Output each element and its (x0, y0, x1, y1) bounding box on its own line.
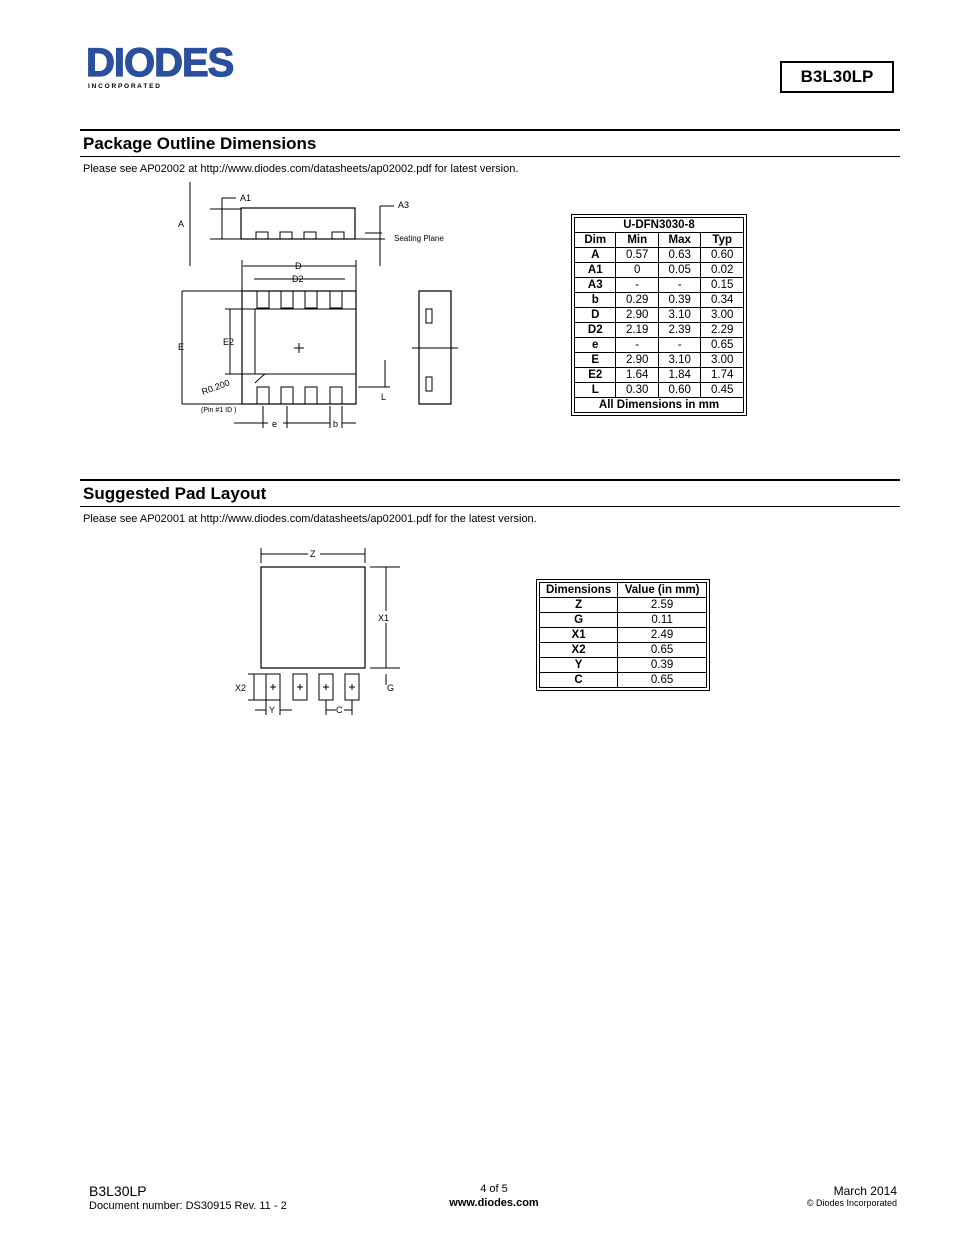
top-lead (305, 291, 317, 308)
side-lead (332, 232, 344, 239)
dim-value-cell: 2.39 (658, 323, 700, 338)
dim-value-cell: 0.63 (658, 248, 700, 263)
label-pitch-e: e (272, 419, 278, 429)
dim-value-cell: 2.19 (616, 323, 658, 338)
side-view-body (241, 208, 355, 239)
dim-name-cell: D (575, 308, 616, 323)
exposed-pad (255, 309, 356, 374)
label-a: A (178, 219, 185, 229)
pad-table-header: Dimensions (540, 583, 618, 598)
dim-value-cell: 3.00 (701, 353, 744, 368)
bottom-lead (330, 387, 342, 404)
dim-value-cell: 0.05 (658, 263, 700, 278)
dim-value-cell: - (616, 278, 658, 293)
dim-value-cell: 3.10 (658, 308, 700, 323)
table-row (540, 673, 707, 688)
dim-value-cell: 0 (616, 263, 658, 278)
dim-value-cell: 1.64 (616, 368, 658, 383)
label-e2: E2 (223, 337, 235, 347)
label-a1: A1 (240, 193, 252, 203)
dim-name-cell: D2 (575, 323, 616, 338)
dim-value-cell: 0.65 (618, 643, 707, 658)
pad-table-header: Value (in mm) (618, 583, 707, 598)
dim-name-cell: e (575, 338, 616, 353)
label-c: C (336, 705, 343, 715)
dim-value-cell: 0.30 (616, 383, 658, 398)
table-row (575, 293, 744, 308)
label-y: Y (269, 705, 276, 715)
dim-value-cell: - (658, 278, 700, 293)
pad-section-note: Please see AP02001 at http://www.diodes.com/datasheets/ap02001.pdf for the latest version. (83, 513, 537, 525)
label-x1: X1 (378, 613, 390, 623)
dim-value-cell: 2.59 (618, 598, 707, 613)
diodes-logo (84, 40, 259, 92)
dim-value-cell: 2.49 (618, 628, 707, 643)
footer-copyright: © Diodes Incorporated (806, 1198, 897, 1208)
dim-value-cell: 1.74 (701, 368, 744, 383)
dim-value-cell: 2.29 (701, 323, 744, 338)
table-row (540, 613, 707, 628)
end-view-lead (426, 377, 432, 391)
dim-name-cell: E2 (575, 368, 616, 383)
dim-value-cell: 0.34 (701, 293, 744, 308)
bottom-lead (257, 387, 269, 404)
section-rule-bottom (80, 506, 900, 507)
label-l: L (381, 392, 387, 402)
dim-name-cell: E (575, 353, 616, 368)
outline-dimension-table (574, 217, 744, 413)
label-d: D (295, 261, 302, 271)
table-row (575, 263, 744, 278)
table-row (575, 383, 744, 398)
side-lead (280, 232, 292, 239)
footer-part-number: B3L30LP (89, 1183, 147, 1199)
dim-name-cell: C (540, 673, 618, 688)
dim-value-cell: 0.60 (701, 248, 744, 263)
footer-document-number: Document number: DS30915 Rev. 11 - 2 (89, 1200, 287, 1212)
dim-value-cell: 2.90 (616, 353, 658, 368)
footer-page-number: 4 of 5 (480, 1183, 508, 1195)
dim-value-cell: 0.11 (618, 613, 707, 628)
dim-value-cell: 0.39 (618, 658, 707, 673)
dim-value-cell: 0.02 (701, 263, 744, 278)
section-rule-bottom (80, 156, 900, 157)
dim-name-cell: A1 (575, 263, 616, 278)
label-a3: A3 (398, 200, 410, 210)
table-row (575, 308, 744, 323)
footer-website-link[interactable]: www.diodes.com (449, 1197, 539, 1209)
table-row (540, 628, 707, 643)
label-radius: R0.200 (200, 377, 231, 397)
table-row (575, 248, 744, 263)
dim-value-cell: - (658, 338, 700, 353)
dim-name-cell: G (540, 613, 618, 628)
package-outline-drawing (170, 178, 470, 438)
outline-table-header: Dim (575, 233, 616, 248)
label-pin1: (Pin #1 ID ) (201, 407, 237, 414)
table-row (575, 278, 744, 293)
outline-section-title: Package Outline Dimensions (83, 134, 317, 153)
pad-dimension-table-frame (536, 579, 710, 691)
dim-value-cell: 0.60 (658, 383, 700, 398)
outline-dimension-table-frame (571, 214, 747, 416)
outline-table-header: Typ (701, 233, 744, 248)
section-rule-top (80, 479, 900, 481)
bottom-lead (305, 387, 317, 404)
table-row (540, 643, 707, 658)
table-row (575, 353, 744, 368)
dim-value-cell: 0.65 (701, 338, 744, 353)
top-lead (281, 291, 293, 308)
logo-text: DIODES (86, 41, 234, 85)
dim-name-cell: b (575, 293, 616, 308)
top-lead (257, 291, 269, 308)
dim-value-cell: 0.57 (616, 248, 658, 263)
dim-value-cell: 0.45 (701, 383, 744, 398)
dim-value-cell: 2.90 (616, 308, 658, 323)
label-g: G (387, 683, 395, 693)
logo-subtext: I N C O R P O R A T E D (88, 83, 160, 90)
table-row (540, 598, 707, 613)
label-x2: X2 (235, 683, 247, 693)
label-z: Z (310, 549, 316, 559)
end-view-lead (426, 309, 432, 323)
dim-name-cell: L (575, 383, 616, 398)
table-row (575, 338, 744, 353)
top-lead (330, 291, 342, 308)
outline-section-note: Please see AP02002 at http://www.diodes.com/datasheets/ap02002.pdf for latest version. (83, 163, 519, 175)
dim-value-cell: 0.39 (658, 293, 700, 308)
side-lead (304, 232, 316, 239)
section-rule-top (80, 129, 900, 131)
outline-table-title: U-DFN3030-8 (575, 218, 744, 233)
bottom-lead (281, 387, 293, 404)
footer-date: March 2014 (833, 1184, 897, 1198)
part-number-box: B3L30LP (780, 61, 894, 93)
dim-name-cell: Z (540, 598, 618, 613)
dim-name-cell: A (575, 248, 616, 263)
dim-name-cell: A3 (575, 278, 616, 293)
label-seating-plane: Seating Plane (394, 234, 444, 243)
label-d2: D2 (292, 274, 304, 284)
dim-value-cell: 0.15 (701, 278, 744, 293)
pad-layout-drawing (230, 543, 410, 723)
table-row (575, 323, 744, 338)
side-lead (256, 232, 268, 239)
dim-value-cell: 1.84 (658, 368, 700, 383)
dim-value-cell: 0.65 (618, 673, 707, 688)
dim-name-cell: X1 (540, 628, 618, 643)
dim-value-cell: 0.29 (616, 293, 658, 308)
dim-name-cell: Y (540, 658, 618, 673)
pad-section-title: Suggested Pad Layout (83, 484, 267, 503)
dim-value-cell: 3.00 (701, 308, 744, 323)
dim-value-cell: - (616, 338, 658, 353)
outline-table-header: Max (658, 233, 700, 248)
dim-value-cell: 3.10 (658, 353, 700, 368)
label-e-dim: E (178, 342, 185, 352)
table-row (540, 658, 707, 673)
label-b: b (333, 419, 339, 429)
outline-table-footer: All Dimensions in mm (575, 398, 744, 413)
table-row (575, 368, 744, 383)
center-pad (261, 567, 365, 668)
outline-table-header: Min (616, 233, 658, 248)
dim-name-cell: X2 (540, 643, 618, 658)
pad-dimension-table (539, 582, 707, 688)
